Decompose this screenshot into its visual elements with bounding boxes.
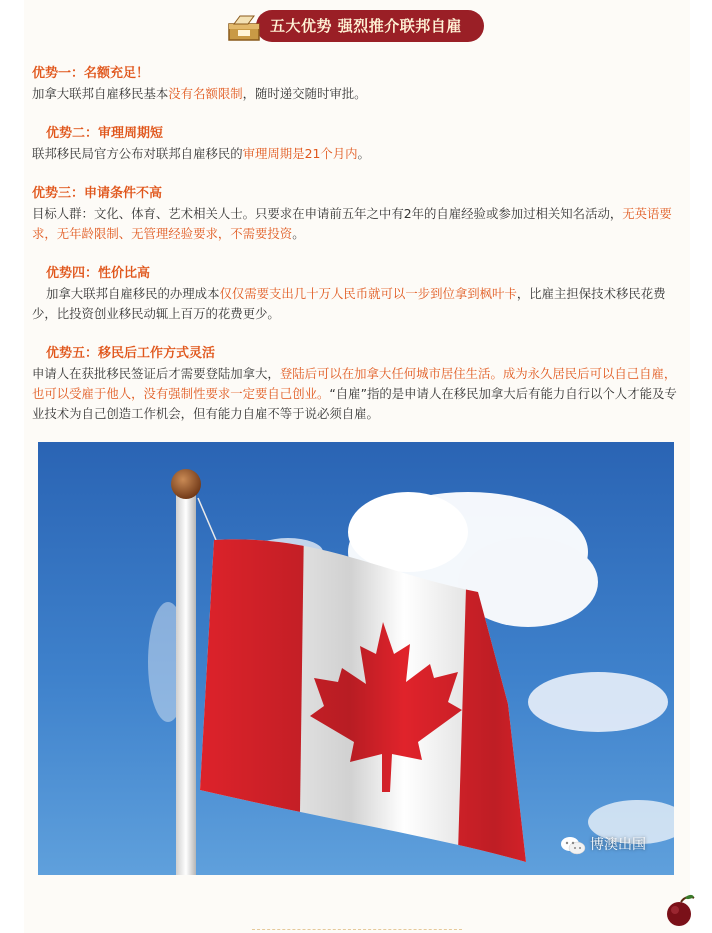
title-banner <box>226 10 486 42</box>
advantage-5-body: 申请人在获批移民签证后才需要登陆加拿大，登陆后可以在加拿大任何城市居住生活。成为永久居民后可以自己自雇，也可以受雇于他人，没有强制性要求一定要自己创业。“自雇”指的是申请人在移民加拿大后有能力自行以个人才能及专业技术为自己创造工作机会，但有能力自雇不等于说必须自雇。 <box>32 366 677 421</box>
advantage-2-heading: 优势二：审理周期短 <box>46 126 164 141</box>
advantage-3 <box>32 184 682 244</box>
advantage-5-heading: 优势五：移民后工作方式灵活 <box>46 346 216 361</box>
advantage-2-body: 联邦移民局官方公布对联邦自雇移民的审理周期是21个月内。 <box>32 146 370 161</box>
cherry-icon <box>663 894 697 928</box>
advantage-3-body: 目标人群：文化、体育、艺术相关人士。只要求在申请前五年之中有2年的自雇经验或参加过相关知名活动，无英语要求，无年龄限制、无管理经验要求，不需要投资。 <box>32 206 672 241</box>
advantage-1-body: 加拿大联邦自雇移民基本没有名额限制，随时递交随时审批。 <box>32 86 367 101</box>
advantage-4-body: 加拿大联邦自雇移民的办理成本仅仅需要支出几十万人民币就可以一步到位拿到枫叶卡，比雇主担保技术移民花费少，比投资创业移民动辄上百万的花费更少。 <box>32 286 666 321</box>
advantage-4 <box>32 264 682 324</box>
advantage-3-heading: 优势三：申请条件不高 <box>32 186 163 201</box>
advantage-2 <box>32 124 682 164</box>
watermark-text: 博澳出国 <box>590 837 646 853</box>
bottom-divider <box>252 929 462 931</box>
scroll-box-icon <box>226 12 262 42</box>
flag-illustration <box>38 442 674 875</box>
advantage-1-heading: 优势一：名额充足！ <box>32 66 150 81</box>
banner-title: 五大优势 强烈推介联邦自雇 <box>270 17 462 35</box>
canada-flag-photo <box>38 442 674 875</box>
advantage-5 <box>32 344 682 424</box>
wechat-icon <box>560 836 586 856</box>
advantage-4-heading: 优势四：性价比高 <box>46 266 151 281</box>
advantage-1 <box>32 64 682 104</box>
